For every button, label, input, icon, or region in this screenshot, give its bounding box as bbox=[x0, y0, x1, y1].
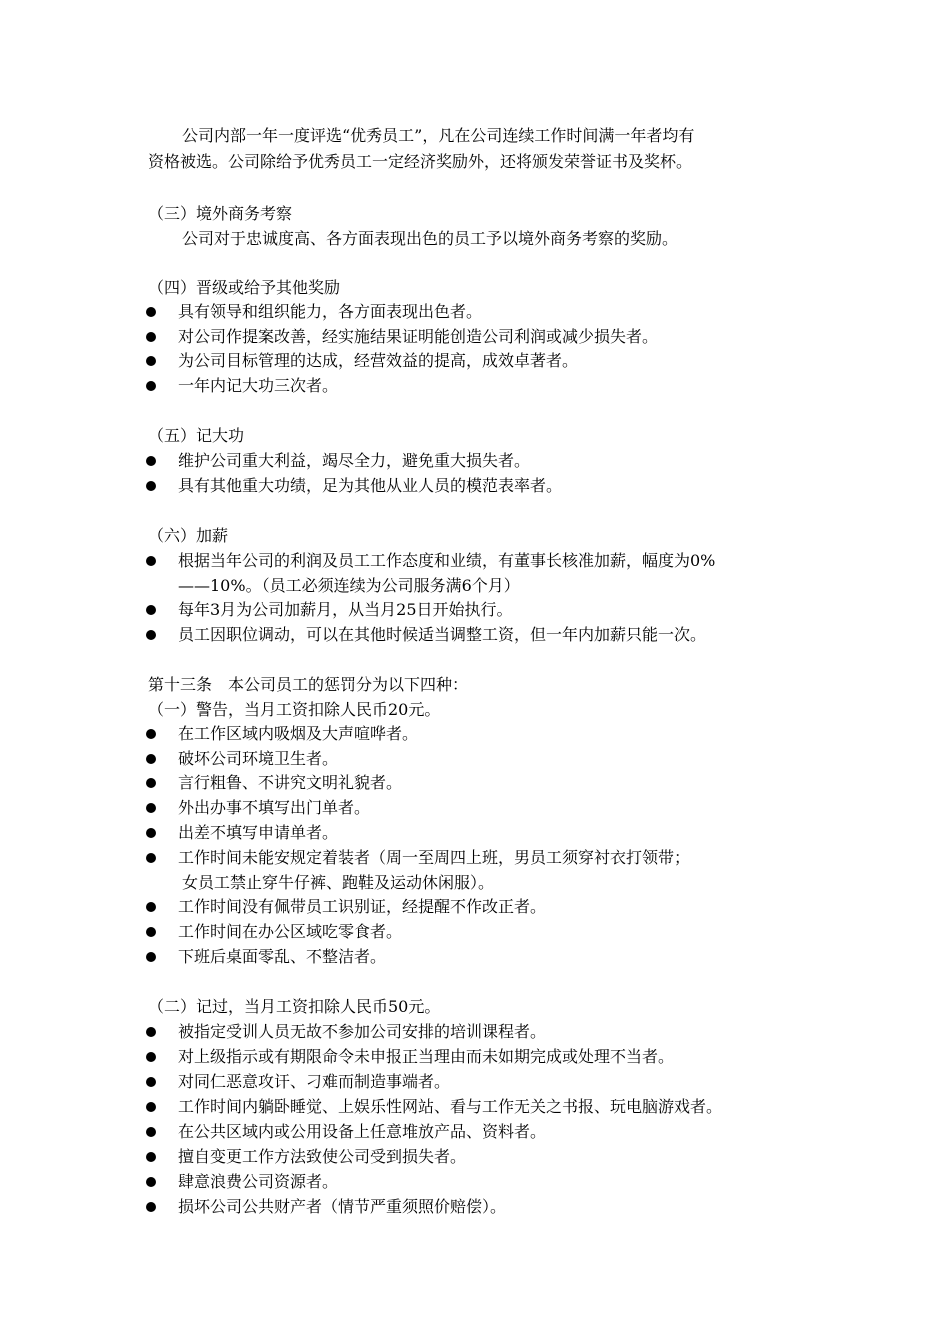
bullet-icon bbox=[146, 754, 156, 764]
article13-heading: 第十三条 本公司员工的惩罚分为以下四种： bbox=[148, 675, 469, 694]
list-item: 具有其他重大功绩，足为其他从业人员的模范表率者。 bbox=[178, 476, 563, 495]
bullet-icon bbox=[146, 853, 156, 863]
list-item-continuation: ——10%。（员工必须连续为公司服务满6个月） bbox=[178, 576, 520, 595]
intro-line-2: 资格被选。公司除给予优秀员工一定经济奖励外，还将颁发荣誉证书及奖杯。 bbox=[148, 152, 693, 171]
list-item: 出差不填写申请单者。 bbox=[178, 823, 339, 842]
section5-heading: （五）记大功 bbox=[148, 426, 245, 445]
list-item: 肆意浪费公司资源者。 bbox=[178, 1172, 339, 1191]
section3-body: 公司对于忠诚度高、各方面表现出色的员工予以境外商务考察的奖励。 bbox=[182, 229, 679, 248]
list-item: 在工作区域内吸烟及大声喧哗者。 bbox=[178, 724, 419, 743]
list-item: 每年3月为公司加薪月，从当月25日开始执行。 bbox=[178, 600, 513, 619]
section3-heading: （三）境外商务考察 bbox=[148, 204, 293, 223]
warning-heading: （一）警告，当月工资扣除人民币20元。 bbox=[148, 700, 441, 719]
bullet-icon bbox=[146, 729, 156, 739]
section6-heading: （六）加薪 bbox=[148, 526, 229, 545]
list-item: 擅自变更工作方法致使公司受到损失者。 bbox=[178, 1147, 467, 1166]
list-item: 工作时间内躺卧睡觉、上娱乐性网站、看与工作无关之书报、玩电脑游戏者。 bbox=[178, 1097, 723, 1116]
list-item: 一年内记大功三次者。 bbox=[178, 376, 339, 395]
bullet-icon bbox=[146, 1127, 156, 1137]
bullet-icon bbox=[146, 927, 156, 937]
list-item: 维护公司重大利益，竭尽全力，避免重大损失者。 bbox=[178, 451, 531, 470]
bullet-icon bbox=[146, 828, 156, 838]
bullet-icon bbox=[146, 356, 156, 366]
bullet-icon bbox=[146, 1102, 156, 1112]
list-item: 员工因职位调动，可以在其他时候适当调整工资，但一年内加薪只能一次。 bbox=[178, 625, 707, 644]
list-item: 工作时间没有佩带员工识别证，经提醒不作改正者。 bbox=[178, 897, 547, 916]
list-item: 言行粗鲁、不讲究文明礼貌者。 bbox=[178, 773, 403, 792]
list-item: 被指定受训人员无故不参加公司安排的培训课程者。 bbox=[178, 1022, 547, 1041]
bullet-icon bbox=[146, 902, 156, 912]
list-item: 具有领导和组织能力，各方面表现出色者。 bbox=[178, 302, 483, 321]
list-item: 工作时间未能安规定着装者（周一至周四上班，男员工须穿衬衣打领带； bbox=[178, 848, 691, 867]
bullet-icon bbox=[146, 307, 156, 317]
list-item: 对同仁恶意攻讦、刁难而制造事端者。 bbox=[178, 1072, 451, 1091]
bullet-icon bbox=[146, 630, 156, 640]
bullet-icon bbox=[146, 1052, 156, 1062]
list-item: 破坏公司环境卫生者。 bbox=[178, 749, 339, 768]
list-item: 对公司作提案改善，经实施结果证明能创造公司利润或减少损失者。 bbox=[178, 327, 659, 346]
bullet-icon bbox=[146, 1077, 156, 1087]
intro-line-1: 公司内部一年一度评选“优秀员工”，凡在公司连续工作时间满一年者均有 bbox=[182, 126, 695, 145]
bullet-icon bbox=[146, 481, 156, 491]
list-item-continuation: 女员工禁止穿牛仔裤、跑鞋及运动休闲服）。 bbox=[182, 873, 495, 892]
bullet-icon bbox=[146, 803, 156, 813]
bullet-icon bbox=[146, 778, 156, 788]
list-item: 为公司目标管理的达成，经营效益的提高，成效卓著者。 bbox=[178, 351, 579, 370]
list-item: 外出办事不填写出门单者。 bbox=[178, 798, 371, 817]
list-item: 在公共区域内或公用设备上任意堆放产品、资料者。 bbox=[178, 1122, 547, 1141]
list-item: 工作时间在办公区域吃零食者。 bbox=[178, 922, 403, 941]
list-item: 根据当年公司的利润及员工工作态度和业绩，有董事长核准加薪，幅度为0% bbox=[178, 551, 716, 570]
bullet-icon bbox=[146, 952, 156, 962]
demerit-heading: （二）记过，当月工资扣除人民币50元。 bbox=[148, 997, 441, 1016]
bullet-icon bbox=[146, 556, 156, 566]
bullet-icon bbox=[146, 1152, 156, 1162]
bullet-icon bbox=[146, 1177, 156, 1187]
section4-heading: （四）晋级或给予其他奖励 bbox=[148, 278, 341, 297]
bullet-icon bbox=[146, 605, 156, 615]
list-item: 损坏公司公共财产者（情节严重须照价赔偿）。 bbox=[178, 1197, 507, 1216]
list-item: 下班后桌面零乱、不整洁者。 bbox=[178, 947, 387, 966]
bullet-icon bbox=[146, 332, 156, 342]
bullet-icon bbox=[146, 456, 156, 466]
bullet-icon bbox=[146, 381, 156, 391]
bullet-icon bbox=[146, 1027, 156, 1037]
bullet-icon bbox=[146, 1202, 156, 1212]
list-item: 对上级指示或有期限命令未申报正当理由而未如期完成或处理不当者。 bbox=[178, 1047, 675, 1066]
